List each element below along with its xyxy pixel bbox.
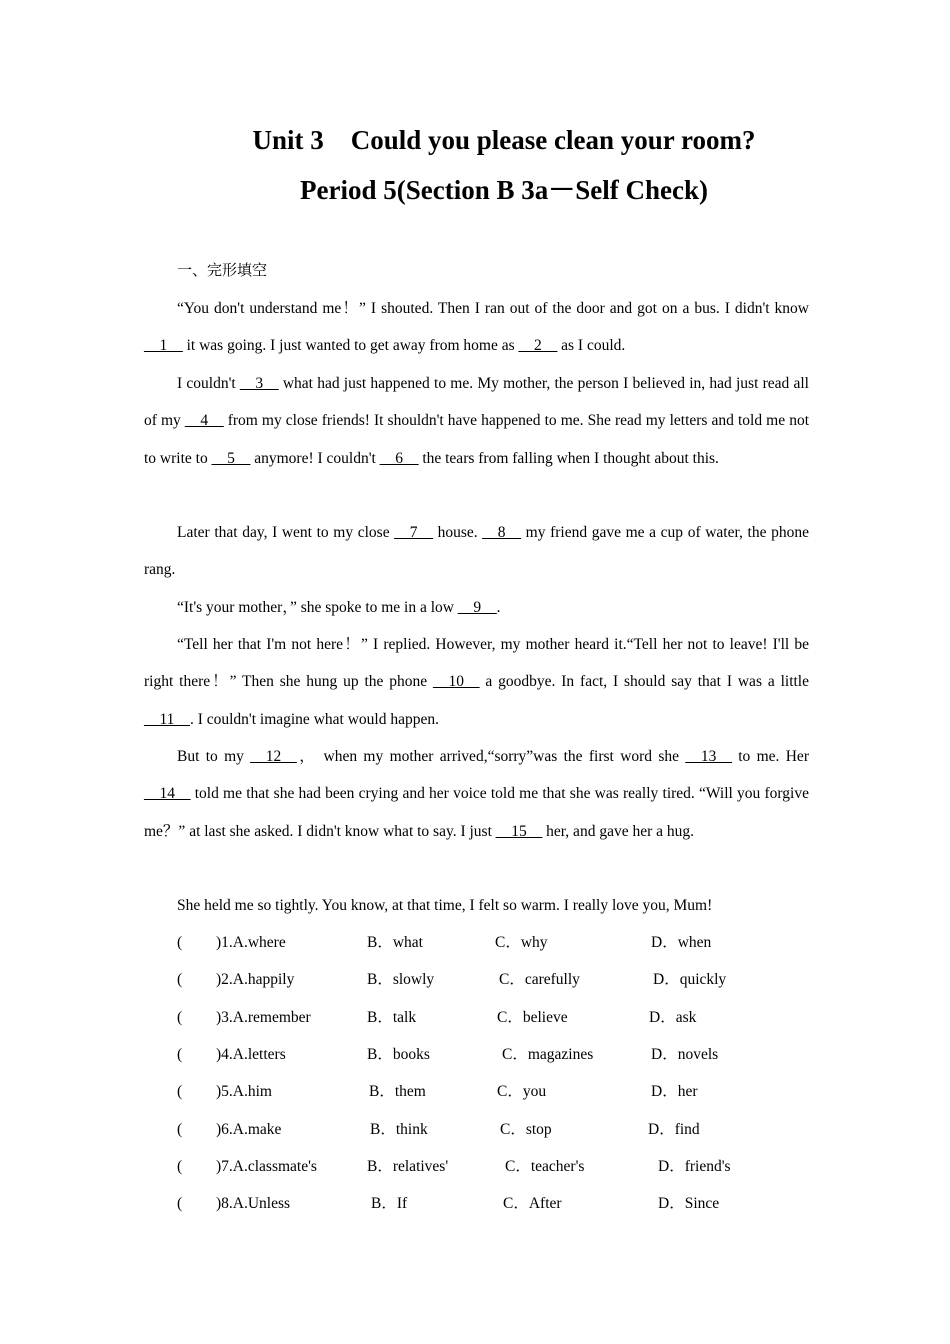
blank-14: __14__	[144, 785, 191, 803]
blank-8: __8__	[482, 524, 522, 541]
option-b: B．them	[369, 1083, 426, 1100]
option-b: B．If	[371, 1195, 408, 1212]
passage-paragraph-1: “You don't understand me！” I shouted. Then I ran out of the door and got on a bus. I didn't know __1__ it was going. I just wanted to get away from home as __2__ as I could.	[144, 300, 809, 355]
option-a: )4.A.letters	[216, 1046, 286, 1063]
blank-6: __6__	[379, 449, 419, 467]
option-d: D．friend's	[658, 1158, 731, 1175]
blank-12: __12__	[250, 748, 297, 765]
option-a: )8.A.Unless	[216, 1195, 291, 1212]
option-b: B．what	[367, 934, 423, 951]
option-c: C．stop	[500, 1121, 552, 1138]
option-a: )1.A.where	[216, 934, 286, 951]
blank-11: __11__	[144, 710, 190, 728]
option-a: )5.A.him	[216, 1083, 272, 1100]
option-d: D．when	[651, 934, 712, 951]
passage-paragraph-3: Later that day, I went to my close __7__ house. __8__ my friend gave me a cup of water, the phone rang.	[144, 524, 809, 579]
answer-bracket: (	[177, 1083, 183, 1100]
blank-10: __10__	[433, 673, 480, 691]
option-c: C．believe	[497, 1009, 568, 1026]
answer-bracket: (	[177, 1009, 183, 1026]
option-b: B．talk	[367, 1009, 417, 1026]
period-title: Period 5(Section B 3a－Self Check)	[300, 175, 708, 205]
option-d: D．novels	[651, 1046, 719, 1063]
answer-bracket: (	[177, 971, 183, 988]
option-c: C．magazines	[502, 1046, 594, 1063]
passage-paragraph-6: But to my __12__， when my mother arrived,“sorry”was the first word she __13__ to me. Her __14__ told me that she had been crying and her voice told me that she was really tired. “Will you forgive me？” at last she asked. I didn't know what to say. I just __15__ her, and gave her a hug.	[144, 748, 809, 840]
option-c: C．carefully	[499, 971, 580, 988]
option-d: D．Since	[658, 1195, 720, 1212]
answer-bracket: (	[177, 1158, 183, 1175]
blank-4: __4__	[184, 412, 224, 430]
passage-paragraph-4: “It's your mother，” she spoke to me in a low __9__.	[177, 599, 501, 616]
option-b: B．think	[370, 1121, 428, 1138]
option-d: D．her	[651, 1083, 698, 1100]
option-c: C．you	[497, 1083, 547, 1100]
blank-13: __13__	[685, 748, 732, 765]
answer-bracket: (	[177, 934, 183, 951]
passage-paragraph-2: I couldn't __3__ what had just happened to me. My mother, the person I believed in, had just read all of my __4__ from my close friends! It shouldn't have happened to me. She read my letters and told me not to write to __5__ anymore! I couldn't __6__ the tears from falling when I thought about this.	[144, 375, 809, 467]
blank-3: __3__	[239, 375, 279, 392]
option-a: )7.A.classmate's	[216, 1158, 317, 1175]
option-a: )3.A.remember	[216, 1009, 311, 1026]
blank-15: __15__	[495, 822, 543, 840]
passage-paragraph-7: She held me so tightly. You know, at that time, I felt so warm. I really love you, Mum!	[177, 897, 713, 914]
answer-bracket: (	[177, 1195, 183, 1212]
blank-2: __2__	[518, 337, 558, 355]
option-b: B．relatives'	[367, 1158, 449, 1175]
blank-5: __5__	[211, 449, 251, 467]
section-heading: 一、完形填空	[177, 261, 268, 279]
option-c: C．After	[503, 1195, 562, 1212]
blank-1: __1__	[144, 337, 183, 355]
option-c: C．why	[495, 934, 548, 951]
answer-bracket: (	[177, 1046, 183, 1063]
option-b: B．slowly	[367, 971, 435, 988]
option-a: )2.A.happily	[216, 971, 295, 988]
passage-paragraph-5: “Tell her that I'm not here！” I replied. However, my mother heard it.“Tell her not to leave! I'll be right there！” Then she hung up the phone __10__ a goodbye. In fact, I should say that I was a little __11__. I couldn't imagine what would happen.	[144, 636, 809, 728]
option-d: D．quickly	[653, 971, 727, 988]
unit-title: Unit 3 Could you please clean your room?	[252, 125, 756, 155]
option-c: C．teacher's	[505, 1158, 585, 1175]
blank-7: __7__	[394, 524, 433, 541]
option-d: D．find	[648, 1121, 700, 1138]
blank-9: __9__	[457, 599, 497, 616]
answer-bracket: (	[177, 1121, 183, 1138]
option-a: )6.A.make	[216, 1121, 282, 1138]
option-b: B．books	[367, 1046, 430, 1063]
option-d: D．ask	[649, 1009, 697, 1026]
